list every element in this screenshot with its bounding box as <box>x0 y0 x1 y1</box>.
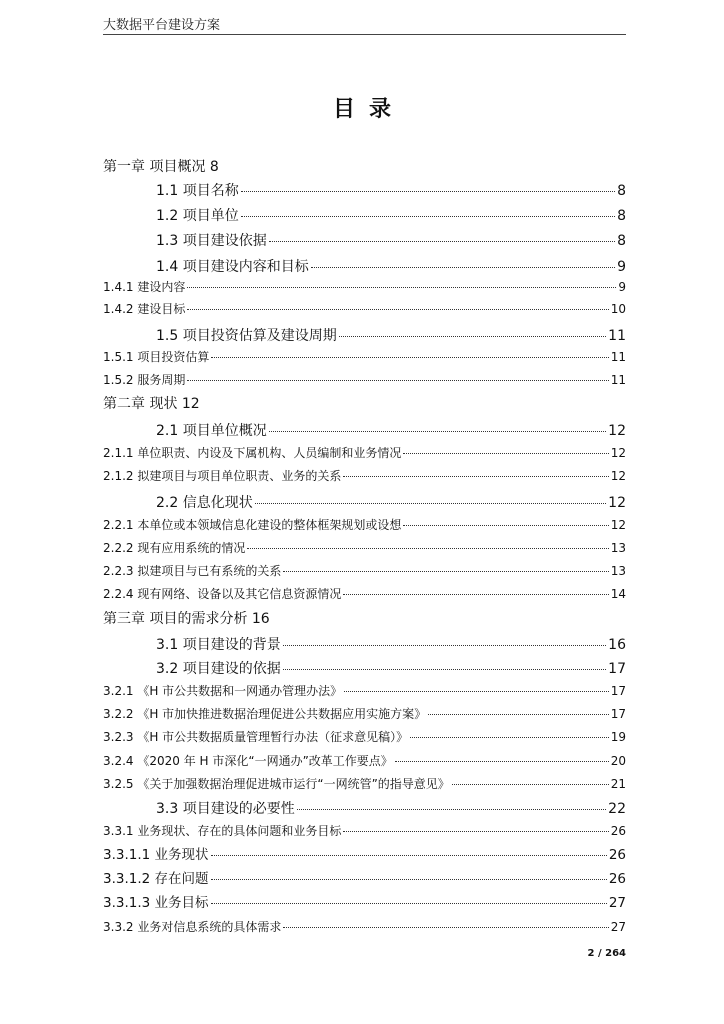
toc-entry-page: 27 <box>610 920 626 934</box>
toc-entry-page: 12 <box>610 446 626 460</box>
toc-entry-page: 26 <box>608 871 626 887</box>
toc-entry[interactable] <box>156 802 626 816</box>
page-header: 大数据平台建设方案 <box>103 18 221 33</box>
toc-leader-dots <box>283 571 608 572</box>
toc-leader-dots <box>269 431 606 432</box>
toc-entry-label: 1.3 项目建设依据 <box>156 233 267 249</box>
toc-entry-page: 11 <box>610 373 626 387</box>
toc-entry-page: 26 <box>610 824 626 838</box>
toc-leader-dots <box>211 855 607 856</box>
toc-entry[interactable] <box>103 778 626 790</box>
toc-entry[interactable] <box>156 184 626 198</box>
toc-leader-dots <box>283 669 606 670</box>
toc-entry-page: 8 <box>617 208 626 224</box>
toc-entry[interactable] <box>103 849 626 863</box>
toc-entry[interactable] <box>103 374 626 386</box>
toc-entry[interactable] <box>103 160 219 174</box>
toc-entry-label: 3.1 项目建设的背景 <box>156 637 281 653</box>
toc-leader-dots <box>283 645 606 646</box>
toc-entry-label: 2.1.1 单位职责、内设及下属机构、人员编制和业务情况 <box>103 446 402 460</box>
toc-leader-dots <box>343 594 608 595</box>
toc-entry-label: 3.2 项目建设的依据 <box>156 661 281 677</box>
toc-entry[interactable] <box>103 921 626 933</box>
toc-entry[interactable] <box>103 303 626 315</box>
toc-entry-label: 1.5.1 项目投资估算 <box>103 350 210 364</box>
toc-entry-page: 20 <box>610 754 626 768</box>
toc-entry[interactable] <box>103 397 200 411</box>
toc-entry[interactable] <box>156 234 626 248</box>
toc-leader-dots <box>247 548 608 549</box>
toc-entry[interactable] <box>103 612 270 626</box>
toc-entry[interactable] <box>156 496 626 510</box>
toc-entry[interactable] <box>103 897 626 911</box>
toc-leader-dots <box>241 191 615 192</box>
toc-entry-label: 1.2 项目单位 <box>156 208 239 224</box>
toc-entry-page: 17 <box>610 684 626 698</box>
toc-entry[interactable] <box>103 731 626 743</box>
toc-entry-label: 3.3.1.1 业务现状 <box>103 847 209 863</box>
toc-entry-page: 12 <box>608 495 626 511</box>
toc-entry[interactable] <box>103 519 626 531</box>
toc-leader-dots <box>187 287 616 288</box>
toc-entry[interactable] <box>103 542 626 554</box>
toc-title: 目录 <box>332 97 405 122</box>
toc-entry-page: 9 <box>617 259 626 275</box>
toc-entry-page: 27 <box>608 895 626 911</box>
toc-entry-label: 第一章 项目概况 8 <box>103 159 219 175</box>
toc-entry-label: 2.1 项目单位概况 <box>156 423 267 439</box>
toc-entry-page: 11 <box>608 328 626 344</box>
toc-entry-page: 22 <box>608 801 626 817</box>
toc-entry-label: 3.3.2 业务对信息系统的具体需求 <box>103 920 282 934</box>
toc-entry[interactable] <box>103 588 626 600</box>
toc-entry-label: 第二章 现状 12 <box>103 396 200 412</box>
toc-entry-page: 8 <box>617 183 626 199</box>
toc-leader-dots <box>297 809 606 810</box>
toc-leader-dots <box>187 309 608 310</box>
toc-entry-label: 1.4.2 建设目标 <box>103 302 186 316</box>
toc-entry-page: 21 <box>610 777 626 791</box>
toc-entry[interactable] <box>156 638 626 652</box>
toc-entry-label: 2.2.1 本单位或本领域信息化建设的整体框架规划或设想 <box>103 518 402 532</box>
toc-entry-label: 2.2 信息化现状 <box>156 495 253 511</box>
toc-entry-page: 26 <box>608 847 626 863</box>
toc-entry[interactable] <box>103 708 626 720</box>
toc-entry-label: 3.3.1 业务现状、存在的具体问题和业务目标 <box>103 824 342 838</box>
toc-leader-dots <box>403 453 608 454</box>
toc-entry[interactable] <box>156 424 626 438</box>
toc-entry-page: 17 <box>608 661 626 677</box>
toc-entry-page: 16 <box>608 637 626 653</box>
toc-entry-page: 13 <box>610 541 626 555</box>
toc-leader-dots <box>211 879 607 880</box>
toc-entry[interactable] <box>156 662 626 676</box>
toc-leader-dots <box>211 903 607 904</box>
toc-entry-label: 1.4 项目建设内容和目标 <box>156 259 309 275</box>
toc-leader-dots <box>311 267 615 268</box>
toc-entry-page: 17 <box>610 707 626 721</box>
toc-leader-dots <box>255 503 606 504</box>
toc-entry-label: 1.5 项目投资估算及建设周期 <box>156 328 337 344</box>
toc-entry-page: 12 <box>610 469 626 483</box>
toc-entry-label: 1.4.1 建设内容 <box>103 280 186 294</box>
toc-leader-dots <box>343 476 608 477</box>
toc-entry-label: 3.3.1.2 存在问题 <box>103 871 209 887</box>
toc-entry-page: 14 <box>610 587 626 601</box>
toc-entry-page: 8 <box>617 233 626 249</box>
page-number: 2 / 264 <box>587 948 626 959</box>
toc-entry-page: 13 <box>610 564 626 578</box>
toc-leader-dots <box>452 784 609 785</box>
toc-leader-dots <box>428 714 609 715</box>
toc-entry[interactable] <box>156 209 626 223</box>
toc-entry-label: 3.2.5 《关于加强数据治理促进城市运行“一网统管”的指导意见》 <box>103 777 450 791</box>
toc-leader-dots <box>211 357 608 358</box>
toc-leader-dots <box>344 691 609 692</box>
toc-entry-label: 第三章 项目的需求分析 16 <box>103 611 270 627</box>
toc-entry-label: 2.1.2 拟建项目与项目单位职责、业务的关系 <box>103 469 342 483</box>
toc-entry[interactable] <box>103 565 626 577</box>
toc-entry-page: 12 <box>610 518 626 532</box>
toc-leader-dots <box>410 737 609 738</box>
toc-leader-dots <box>283 927 608 928</box>
toc-leader-dots <box>339 336 606 337</box>
toc-leader-dots <box>187 380 608 381</box>
toc-entry-page: 11 <box>610 350 626 364</box>
toc-entry[interactable] <box>103 755 626 767</box>
toc-entry[interactable] <box>103 685 626 697</box>
toc-entry-label: 3.2.1 《H 市公共数据和一网通办管理办法》 <box>103 684 343 698</box>
toc-entry-label: 2.2.4 现有网络、设备以及其它信息资源情况 <box>103 587 342 601</box>
toc-entry-label: 1.1 项目名称 <box>156 183 239 199</box>
toc-entry[interactable] <box>156 329 626 343</box>
toc-entry[interactable] <box>103 351 626 363</box>
toc-entry-page: 10 <box>610 302 626 316</box>
toc-leader-dots <box>269 241 615 242</box>
toc-entry-page: 19 <box>610 730 626 744</box>
toc-entry-label: 3.2.2 《H 市加快推进数据治理促进公共数据应用实施方案》 <box>103 707 427 721</box>
toc-entry-label: 2.2.2 现有应用系统的情况 <box>103 541 246 555</box>
toc-leader-dots <box>395 761 609 762</box>
toc-leader-dots <box>403 525 608 526</box>
toc-entry[interactable] <box>103 825 626 837</box>
toc-entry-label: 2.2.3 拟建项目与已有系统的关系 <box>103 564 282 578</box>
toc-entry-label: 3.3 项目建设的必要性 <box>156 801 295 817</box>
toc-entry-label: 3.2.3 《H 市公共数据质量管理暂行办法（征求意见稿）》 <box>103 730 409 744</box>
toc-entry-label: 3.3.1.3 业务目标 <box>103 895 209 911</box>
toc-entry[interactable] <box>103 447 626 459</box>
toc-entry-label: 3.2.4 《2020 年 H 市深化“一网通办”改革工作要点》 <box>103 754 393 768</box>
toc-entry[interactable] <box>156 260 626 274</box>
toc-entry[interactable] <box>103 873 626 887</box>
toc-entry-label: 1.5.2 服务周期 <box>103 373 186 387</box>
toc-entry[interactable] <box>103 281 626 293</box>
toc-entry-page: 12 <box>608 423 626 439</box>
toc-entry[interactable] <box>103 470 626 482</box>
toc-entry-page: 9 <box>618 280 626 294</box>
toc-leader-dots <box>241 216 615 217</box>
toc-leader-dots <box>343 831 608 832</box>
